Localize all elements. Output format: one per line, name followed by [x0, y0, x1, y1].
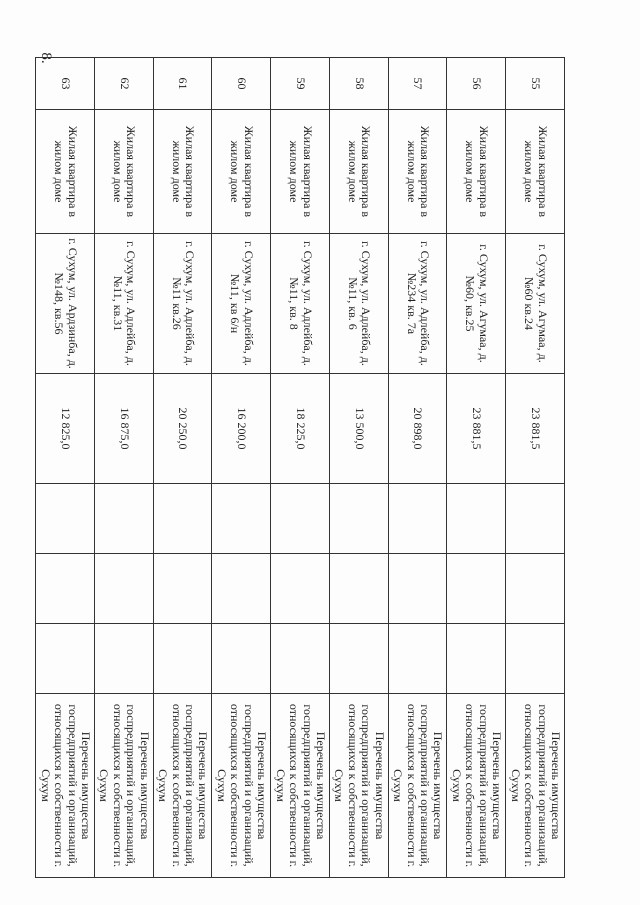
- cell-number: 58: [330, 58, 389, 110]
- page-number: 8.: [38, 52, 55, 64]
- table-row: [153, 58, 212, 878]
- cell-object-type: Жилая квартира в жилом доме: [153, 110, 212, 234]
- cell-number: 59: [271, 58, 330, 110]
- cell-empty: [212, 554, 271, 624]
- cell-empty: [95, 624, 154, 694]
- table-row: [212, 58, 271, 878]
- cell-empty: [271, 624, 330, 694]
- cell-object-type: Жилая квартира в жилом доме: [212, 110, 271, 234]
- cell-empty: [447, 484, 506, 554]
- cell-empty: [330, 484, 389, 554]
- cell-empty: [506, 484, 565, 554]
- cell-number: 57: [388, 58, 447, 110]
- cell-empty: [212, 624, 271, 694]
- cell-address: г. Сухум, ул. Адлейба, д. №11 кв.26: [153, 234, 212, 374]
- cell-note: Перечень имущества госпредприятий и организаций, относящихся к собственности г. Сухум: [95, 694, 154, 878]
- cell-object-type: Жилая квартира в жилом доме: [271, 110, 330, 234]
- cell-number: 63: [36, 58, 95, 110]
- cell-empty: [388, 624, 447, 694]
- cell-value: 18 225,0: [271, 374, 330, 484]
- table-body: [36, 58, 565, 878]
- cell-note: Перечень имущества госпредприятий и организаций, относящихся к собственности г. Сухум: [36, 694, 95, 878]
- cell-note: Перечень имущества госпредприятий и организаций, относящихся к собственности г. Сухум: [506, 694, 565, 878]
- rotated-page: [38, 57, 565, 877]
- cell-empty: [153, 484, 212, 554]
- cell-empty: [388, 554, 447, 624]
- cell-object-type: Жилая квартира в жилом доме: [330, 110, 389, 234]
- cell-number: 55: [506, 58, 565, 110]
- cell-empty: [212, 484, 271, 554]
- cell-value: 12 825,0: [36, 374, 95, 484]
- cell-empty: [153, 554, 212, 624]
- cell-object-type: Жилая квартира в жилом доме: [447, 110, 506, 234]
- cell-empty: [447, 554, 506, 624]
- table-row: [330, 58, 389, 878]
- cell-note: Перечень имущества госпредприятий и организаций, относящихся к собственности г. Сухум: [212, 694, 271, 878]
- cell-object-type: Жилая квартира в жилом доме: [95, 110, 154, 234]
- cell-empty: [330, 624, 389, 694]
- cell-empty: [153, 624, 212, 694]
- table-row: [95, 58, 154, 878]
- table-row: [506, 58, 565, 878]
- cell-address: г. Сухум, ул. Адлейба, д. №11, кв. 6: [330, 234, 389, 374]
- table-row: [447, 58, 506, 878]
- cell-empty: [95, 484, 154, 554]
- cell-empty: [36, 624, 95, 694]
- cell-address: г. Сухум, ул. Адлейба, д. №234 кв. 7а: [388, 234, 447, 374]
- cell-value: 16 875,0: [95, 374, 154, 484]
- cell-value: 23 881,5: [447, 374, 506, 484]
- cell-value: 16 200,0: [212, 374, 271, 484]
- cell-empty: [506, 624, 565, 694]
- cell-empty: [36, 484, 95, 554]
- cell-empty: [36, 554, 95, 624]
- cell-address: г. Сухум, ул. Адлейба, д. №11, кв. 8: [271, 234, 330, 374]
- cell-object-type: Жилая квартира в жилом доме: [388, 110, 447, 234]
- cell-value: 23 881,5: [506, 374, 565, 484]
- cell-address: г. Сухум, ул. Агумаа, д. №60, кв.25: [447, 234, 506, 374]
- cell-empty: [447, 624, 506, 694]
- cell-empty: [95, 554, 154, 624]
- cell-number: 61: [153, 58, 212, 110]
- cell-object-type: Жилая квартира в жилом доме: [36, 110, 95, 234]
- cell-number: 62: [95, 58, 154, 110]
- table-row: [271, 58, 330, 878]
- cell-value: 13 500,0: [330, 374, 389, 484]
- cell-value: 20 898,0: [388, 374, 447, 484]
- cell-address: г. Сухум, ул. Ардзинба, д. №148, кв.56: [36, 234, 95, 374]
- cell-address: г. Сухум, ул. Адлейба, д. №11, кв.31: [95, 234, 154, 374]
- cell-value: 20 250,0: [153, 374, 212, 484]
- cell-note: Перечень имущества госпредприятий и организаций, относящихся к собственности г. Сухум: [388, 694, 447, 878]
- cell-number: 60: [212, 58, 271, 110]
- cell-empty: [271, 484, 330, 554]
- cell-empty: [330, 554, 389, 624]
- cell-note: Перечень имущества госпредприятий и организаций, относящихся к собственности г. Сухум: [153, 694, 212, 878]
- cell-address: г. Сухум, ул. Агумаа, д. №60 кв.24: [506, 234, 565, 374]
- cell-number: 56: [447, 58, 506, 110]
- table-row: [388, 58, 447, 878]
- cell-empty: [271, 554, 330, 624]
- cell-object-type: Жилая квартира в жилом доме: [506, 110, 565, 234]
- cell-note: Перечень имущества госпредприятий и организаций, относящихся к собственности г. Сухум: [330, 694, 389, 878]
- cell-empty: [506, 554, 565, 624]
- property-table: [35, 57, 565, 878]
- cell-note: Перечень имущества госпредприятий и организаций, относящихся к собственности г. Сухум: [271, 694, 330, 878]
- cell-empty: [388, 484, 447, 554]
- cell-note: Перечень имущества госпредприятий и организаций, относящихся к собственности г. Сухум: [447, 694, 506, 878]
- cell-address: г. Сухум, ул. Адлейба, д. №11, кв 6/н: [212, 234, 271, 374]
- table-row: [36, 58, 95, 878]
- document-table-area: [38, 57, 565, 877]
